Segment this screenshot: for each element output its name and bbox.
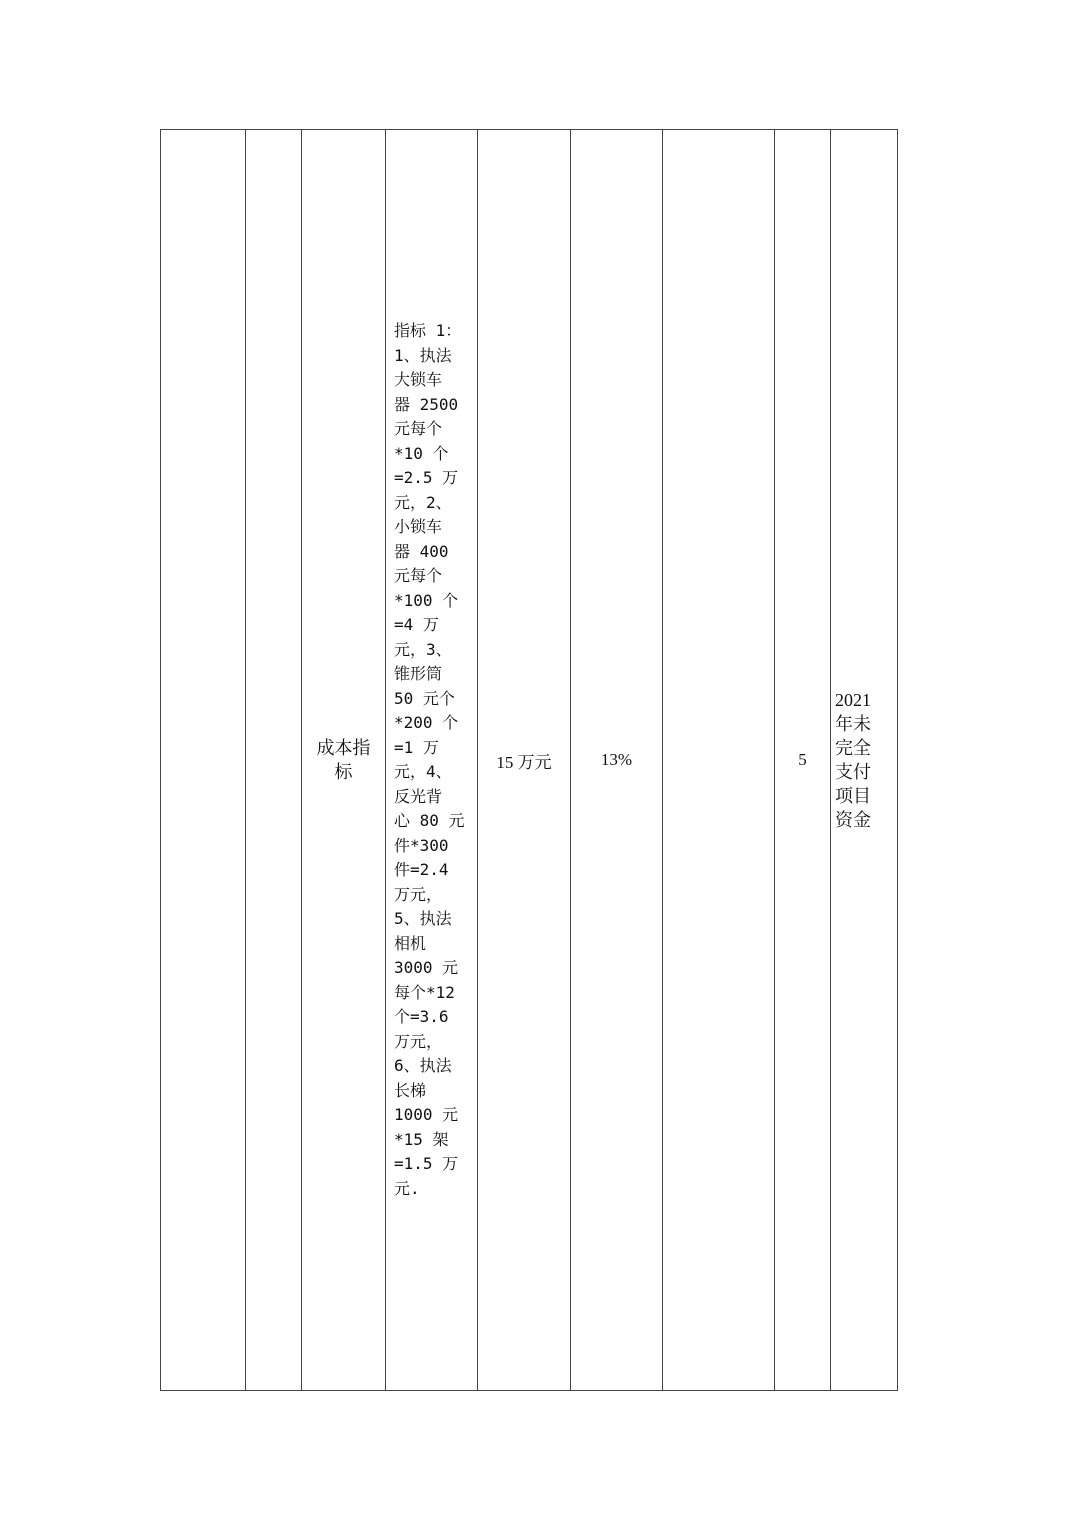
table-cell-indicator-detail [386, 130, 478, 1390]
indicator-detail-text: 指标 1： 1、执法 大锁车 器 2500 元每个 *10 个 =2.5 万 元，2、 小锁车 器 400 元每个 *100 个 =4 万 元，3、 锥形筒 50 元个 *200 个 =1 万 元，4、 反光背 心 80 元 件*300 件=2.4 万元， 5、执法 相机 3000 元 每个*12 个=3.6 万元， 6、执法 长梯 1000 元 *15 架 =1.5 万 元. [394, 321, 465, 1198]
table-cell-score [775, 130, 831, 1390]
table-cell-col1 [161, 130, 246, 1390]
table-cell-weight [571, 130, 663, 1390]
table-cell-col7 [663, 130, 775, 1390]
table-cell-target-value [478, 130, 571, 1390]
table-cell-note [831, 130, 899, 1390]
weight-text: 13% [600, 750, 633, 769]
table-cell-category [302, 130, 386, 1390]
table-cell-col2 [246, 130, 302, 1390]
target-value-text: 15 万元 [496, 752, 552, 772]
score-text: 5 [798, 750, 807, 769]
category-label: 成本指标 [316, 738, 371, 782]
document-page [160, 129, 898, 1391]
budget-table [160, 129, 898, 1391]
note-text: 2021年未完全支付项目资金 [835, 690, 871, 830]
